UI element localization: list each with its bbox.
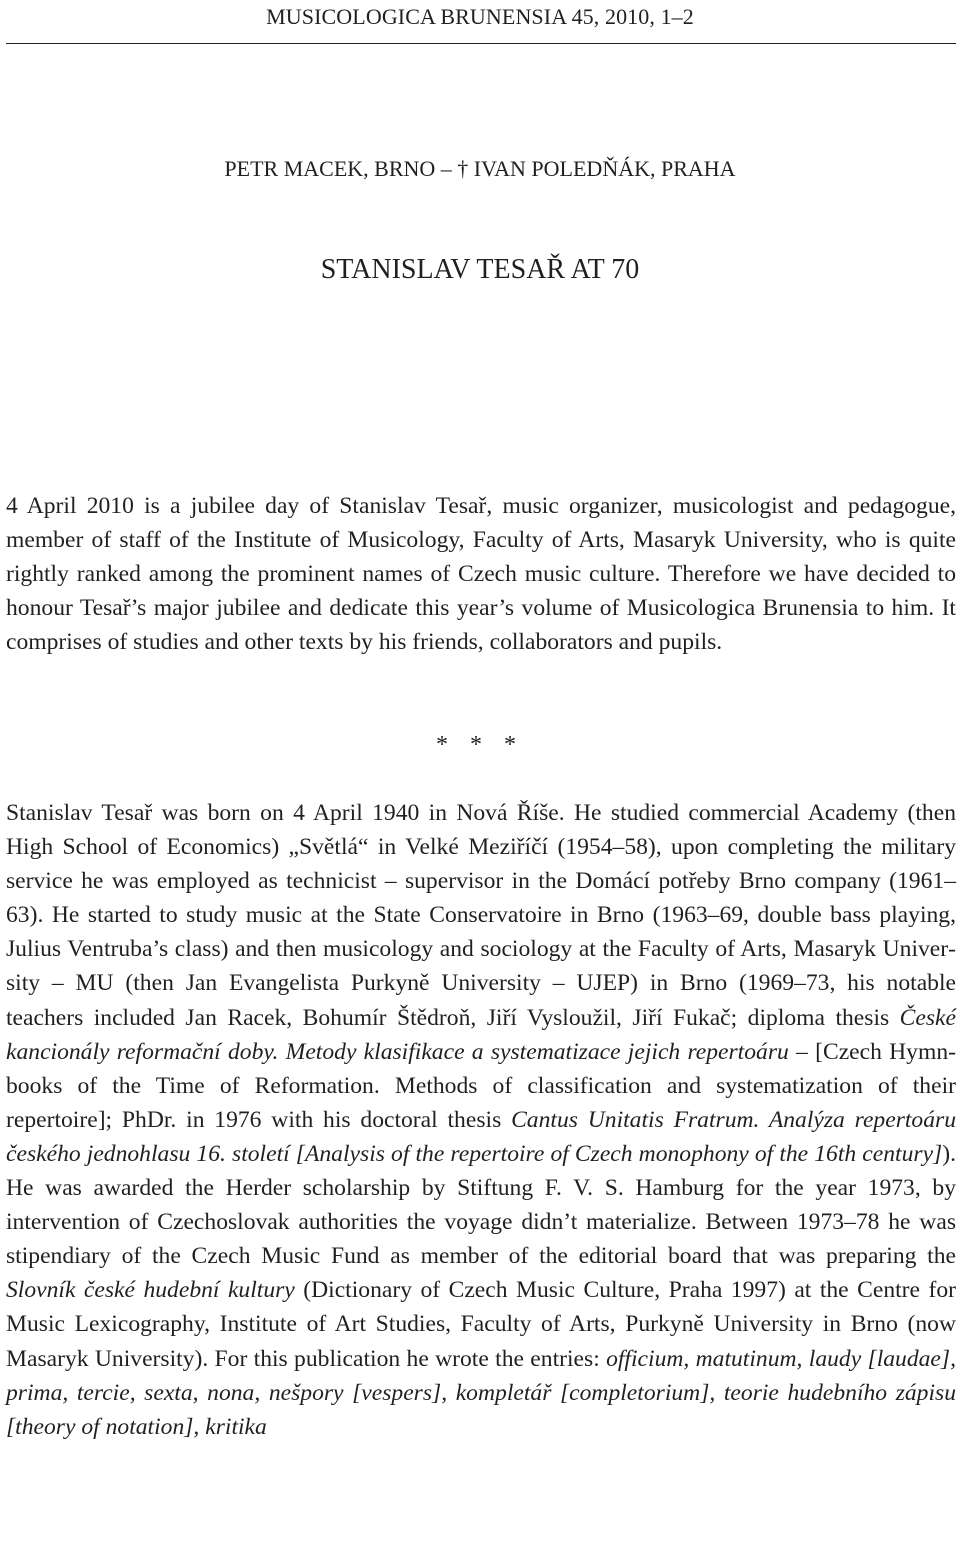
paragraph-segment: Stanislav Tesař was born on 4 April 1940 in Nová Říše. He studied commercial Academy (then High School of Economics) „Světlá“ in Velké Meziříčí (1954–58), upon completing the military service he was employed as technicist – supervisor in the Domácí potřeby Brno company (1961–63). He started to study music at the State Conservatoire in Brno (1963–69, double bass playing, Julius Ventruba’s class) and then musicology and sociology at the Faculty of Arts, Masaryk University – MU (then Jan Evangelista Purkyně University – UJEP) in Brno (1969–73, his notable teachers included Jan Racek, Bohumír Štědroň, Jiří Vysloužil, Jiří Fukač; diploma thesis: [6, 800, 956, 1031]
header-rule: [6, 43, 956, 44]
paragraph-segment-italic: České kancionály reformační doby. Metody klasifikace a systematizace jejich repertoáru: [6, 1004, 956, 1065]
intro-paragraph: 4 April 2010 is a jubilee day of Stanislav Tesař, music organizer, musicologist and pedagogue, member of staff of the Institute of Musicology, Faculty of Arts, Masaryk University, who is quite rightly ranked among the prominent names of Czech music culture. Therefore we have decided to honour Tesař’s major jubilee and dedicate this year’s volume of Musicologica Brunensia to him. It comprises of studies and other texts by his friends, collaborators and pupils.: [6, 493, 956, 656]
section-separator: * * *: [436, 732, 524, 758]
paragraph-segment-italic: Slovník české hudební kultury: [6, 1277, 295, 1304]
biography-paragraph: [6, 796, 956, 1444]
paragraph-segment-italic: officium, matutinum, laudy [laudae], prima, tercie, sexta, nona, nešpory [vespers], kompletář [completorium], teorie hudebního zápisu [theory of notation], kritika: [6, 1345, 956, 1440]
paragraph-segment: ). He was awarded the Herder scholarship by Stiftung F. V. S. Hamburg for the year 1973, by intervention of Czechoslovak authorities the voyage didn’t materialize. Between 1973–78 he was stipendiary of the Czech Music Fund as member of the editorial board that was preparing the: [6, 1140, 956, 1270]
article-title: STANISLAV TESAŘ AT 70: [320, 254, 640, 285]
paragraph-segment-italic: Cantus Unitatis Fratrum. Analýza repertoáru českého jednohlasu 16. století [Analysis of the repertoire of Czech monophony of the 16th century]: [6, 1106, 957, 1167]
journal-header: MUSICOLOGICA BRUNENSIA 45, 2010, 1–2: [266, 4, 694, 29]
paragraph-segment: (Dictionary of Czech Music Culture, Praha 1997) at the Centre for Music Lexicography, Institute of Art Studies, Faculty of Arts, Purkyně University in Brno (now Masaryk University). For this publication he wrote the entries:: [6, 1277, 956, 1372]
authors-line: PETR MACEK, BRNO – † IVAN POLEDŇÁK, PRAHA: [224, 156, 736, 181]
paragraph-segment: – [Czech Hymn-books of the Time of Reformation. Methods of classification and systematization of their repertoire]; PhDr. in 1976 with his doctoral thesis: [6, 1038, 956, 1133]
